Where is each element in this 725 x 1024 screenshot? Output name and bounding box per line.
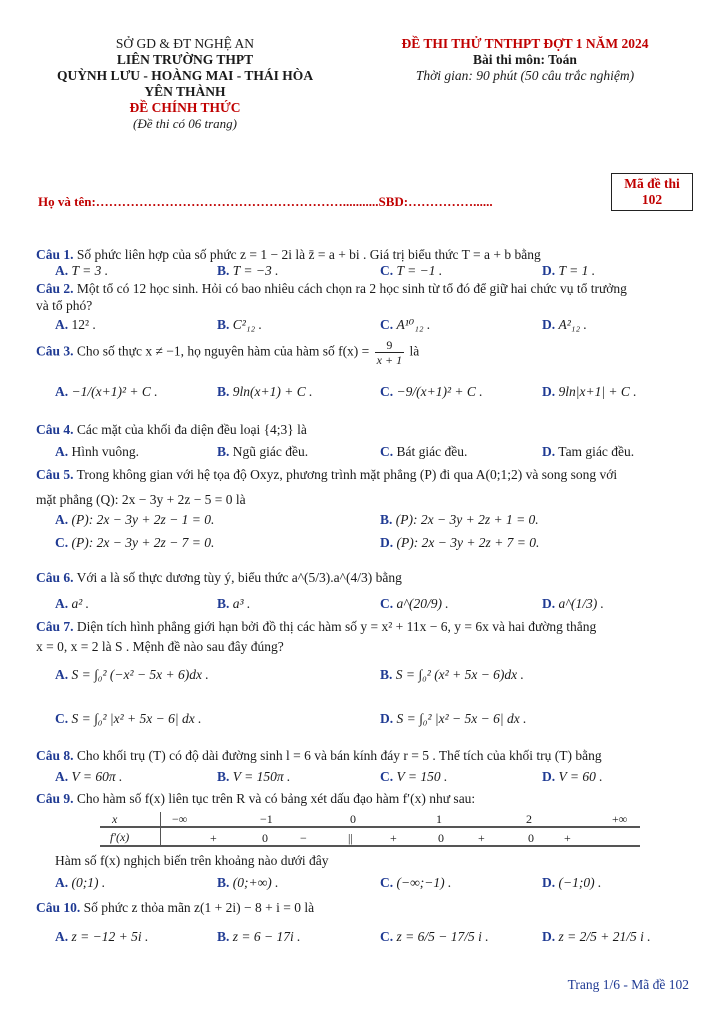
table-x-value: −1 bbox=[260, 812, 273, 826]
table-x-label: x bbox=[112, 812, 118, 826]
option-a[interactable]: A. S = ∫₀² (−x² − 5x + 6)dx . bbox=[55, 667, 209, 682]
option-c[interactable]: C. S = ∫₀² |x² + 5x − 6| dx . bbox=[55, 711, 202, 726]
table-sign: + bbox=[564, 831, 571, 845]
question-number: Câu 7. bbox=[36, 619, 74, 634]
table-sign: + bbox=[478, 831, 485, 845]
school-names: QUỲNH LƯU - HOÀNG MAI - THÁI HÒA bbox=[56, 68, 314, 83]
department-name: SỞ GD & ĐT NGHỆ AN bbox=[115, 36, 255, 51]
option-c[interactable]: C. (−∞;−1) . bbox=[380, 875, 452, 890]
option-b[interactable]: B. 9ln(x+1) + C . bbox=[217, 384, 313, 399]
question-number: Câu 2. bbox=[36, 281, 74, 296]
option-a[interactable]: A. z = −12 + 5i . bbox=[55, 929, 149, 944]
question-3-options bbox=[55, 384, 695, 401]
question-number: Câu 1. bbox=[36, 247, 74, 262]
exam-code-box bbox=[611, 173, 693, 211]
option-a[interactable]: A. a² . bbox=[55, 596, 90, 611]
option-a[interactable]: A. V = 60π . bbox=[55, 769, 123, 784]
table-x-value: −∞ bbox=[172, 812, 188, 826]
question-6-options bbox=[55, 596, 695, 613]
question-text-cont: và tổ phó? bbox=[36, 298, 93, 313]
table-divider bbox=[160, 812, 161, 846]
question-number: Câu 6. bbox=[36, 570, 74, 585]
question-text: Cho khối trụ (T) có độ dài đường sinh l = 6 và bán kính đáy r = 5 . Thể tích của khối trụ (T) bằng bbox=[76, 748, 602, 763]
question-7-options-row2 bbox=[55, 711, 695, 728]
question-text: Trong không gian với hệ tọa độ Oxyz, phương trình mặt phẳng (P) đi qua A(0;1;2) và song song với bbox=[76, 467, 618, 482]
table-sign: + bbox=[390, 831, 397, 845]
table-sign: || bbox=[348, 831, 353, 845]
option-d[interactable]: D. (−1;0) . bbox=[542, 875, 602, 890]
option-d[interactable]: D. V = 60 . bbox=[542, 769, 603, 784]
option-d[interactable]: D. 9ln|x+1| + C . bbox=[542, 384, 637, 399]
question-8 bbox=[36, 747, 693, 764]
fraction: $\frac{9}{x + 1}$ bbox=[376, 338, 403, 367]
official-label: ĐỀ CHÍNH THỨC bbox=[129, 100, 241, 115]
option-b[interactable]: B. z = 6 − 17i . bbox=[217, 929, 301, 944]
option-c[interactable]: C. A¹⁰₁₂ . bbox=[380, 317, 431, 332]
option-a[interactable]: A. T = 3 . bbox=[55, 263, 109, 278]
student-info-row: Họ và tên:…………………………………………………...........SBD:……………...... bbox=[38, 194, 493, 209]
question-1 bbox=[36, 246, 693, 263]
question-number: Câu 3. bbox=[36, 343, 74, 359]
question-8-options bbox=[55, 769, 695, 786]
question-9-options bbox=[55, 875, 695, 892]
question-text: Với a là số thực dương tùy ý, biểu thức a^(5/3).a^(4/3) bằng bbox=[76, 570, 402, 585]
question-7 bbox=[36, 617, 693, 657]
question-number: Câu 5. bbox=[36, 467, 74, 482]
option-b[interactable]: B. (P): 2x − 3y + 2z + 1 = 0. bbox=[380, 512, 539, 527]
option-c[interactable]: C. a^(20/9) . bbox=[380, 596, 449, 611]
exam-title: ĐỀ THI THỬ TNTHPT ĐỢT 1 NĂM 2024 bbox=[401, 36, 649, 51]
pages-note: (Đề thi có 06 trang) bbox=[133, 116, 237, 131]
question-text: Một tổ có 12 học sinh. Hỏi có bao nhiêu cách chọn ra 2 học sinh từ tổ đó để giữ hai chức vụ tổ trưởng bbox=[76, 281, 627, 296]
question-2-options bbox=[55, 317, 695, 334]
question-4-options bbox=[55, 444, 695, 461]
question-text: Các mặt của khối đa diện đều loại {4;3} là bbox=[76, 422, 307, 437]
option-d[interactable]: D. A²₁₂ . bbox=[542, 317, 587, 332]
exam-code-label: Mã đề thi bbox=[624, 176, 680, 191]
option-d[interactable]: D. T = 1 . bbox=[542, 263, 596, 278]
question-7-options-row1 bbox=[55, 667, 695, 684]
option-b[interactable]: B. T = −3 . bbox=[217, 263, 279, 278]
option-c[interactable]: C. z = 6/5 − 17/5 i . bbox=[380, 929, 489, 944]
question-text-end: là bbox=[409, 343, 420, 359]
table-sign: 0 bbox=[528, 831, 534, 845]
question-5-options-row1 bbox=[55, 512, 695, 529]
option-a[interactable]: A. (0;1) . bbox=[55, 875, 106, 890]
option-b[interactable]: B. a³ . bbox=[217, 596, 251, 611]
exam-subject: Bài thi môn: Toán bbox=[473, 52, 577, 67]
table-x-value: 0 bbox=[350, 812, 356, 826]
school-names-2: YÊN THÀNH bbox=[144, 84, 226, 99]
option-b[interactable]: B. C²₁₂ . bbox=[217, 317, 262, 332]
table-rule-top bbox=[100, 826, 640, 828]
question-text-cont: mặt phẳng (Q): 2x − 3y + 2z − 5 = 0 là bbox=[36, 492, 246, 507]
option-a[interactable]: A. (P): 2x − 3y + 2z − 1 = 0. bbox=[55, 512, 215, 527]
table-sign: 0 bbox=[262, 831, 268, 845]
option-d[interactable]: D. (P): 2x − 3y + 2z + 7 = 0. bbox=[380, 535, 540, 550]
table-x-value: +∞ bbox=[612, 812, 628, 826]
question-4 bbox=[36, 421, 693, 438]
question-text-cont: x = 0, x = 2 là S . Mệnh đề nào sau đây đúng? bbox=[36, 639, 284, 654]
question-text: Số phức liên hợp của số phức z = 1 − 2i là z̄ = a + bi . Giá trị biểu thức T = a + b bằng bbox=[76, 247, 541, 262]
school-group: LIÊN TRƯỜNG THPT bbox=[116, 52, 254, 67]
question-3 bbox=[36, 338, 693, 367]
question-text: Cho hàm số f(x) liên tục trên R và có bảng xét dấu đạo hàm f′(x) như sau: bbox=[76, 791, 476, 806]
question-text: Cho số thực x ≠ −1, họ nguyên hàm của hàm số f(x) = bbox=[76, 343, 370, 359]
option-d[interactable]: D. a^(1/3) . bbox=[542, 596, 604, 611]
table-sign: + bbox=[210, 831, 217, 845]
question-6 bbox=[36, 569, 693, 586]
question-number: Câu 10. bbox=[36, 900, 81, 915]
option-d[interactable]: D. Tam giác đều. bbox=[542, 444, 635, 459]
question-number: Câu 9. bbox=[36, 791, 74, 806]
option-b[interactable]: B. S = ∫₀² (x² + 5x − 6)dx . bbox=[380, 667, 524, 682]
table-rule-bottom bbox=[100, 845, 640, 847]
question-number: Câu 4. bbox=[36, 422, 74, 437]
question-9 bbox=[36, 790, 693, 807]
question-text: Diện tích hình phẳng giới hạn bởi đồ thị các hàm số y = x² + 11x − 6, y = 6x và hai đường thẳng bbox=[76, 619, 597, 634]
option-a[interactable]: A. −1/(x+1)² + C . bbox=[55, 384, 158, 399]
page-footer: Trang 1/6 - Mã đề 102 bbox=[567, 977, 689, 992]
table-sign: − bbox=[300, 831, 307, 845]
option-d[interactable]: D. z = 2/5 + 21/5 i . bbox=[542, 929, 651, 944]
question-number: Câu 8. bbox=[36, 748, 74, 763]
option-c[interactable]: C. −9/(x+1)² + C . bbox=[380, 384, 483, 399]
option-c[interactable]: C. Bát giác đều. bbox=[380, 444, 468, 459]
option-b[interactable]: B. V = 150π . bbox=[217, 769, 291, 784]
question-text: Số phức z thỏa mãn z(1 + 2i) − 8 + i = 0 là bbox=[83, 900, 315, 915]
table-x-value: 2 bbox=[526, 812, 532, 826]
table-x-value: 1 bbox=[436, 812, 442, 826]
table-sign: 0 bbox=[438, 831, 444, 845]
option-b[interactable]: B. Ngũ giác đều. bbox=[217, 444, 309, 459]
exam-time: Thời gian: 90 phút (50 câu trắc nghiệm) bbox=[415, 68, 635, 83]
question-2 bbox=[36, 280, 693, 314]
school-header bbox=[30, 36, 340, 132]
question-9-prompt bbox=[55, 852, 693, 869]
option-d[interactable]: D. S = ∫₀² |x² − 5x − 6| dx . bbox=[380, 711, 527, 726]
question-5-options-row2 bbox=[55, 535, 695, 552]
question-1-options bbox=[55, 263, 695, 280]
exam-header bbox=[360, 36, 690, 84]
option-c[interactable]: C. V = 150 . bbox=[380, 769, 448, 784]
option-b[interactable]: B. (0;+∞) . bbox=[217, 875, 279, 890]
option-a[interactable]: A. Hình vuông. bbox=[55, 444, 139, 459]
table-fprime-label: f′(x) bbox=[110, 830, 130, 844]
question-text-cont: Hàm số f(x) nghịch biến trên khoảng nào dưới đây bbox=[55, 853, 329, 868]
option-c[interactable]: C. T = −1 . bbox=[380, 263, 443, 278]
option-a[interactable]: A. 12² . bbox=[55, 317, 96, 332]
question-10-options bbox=[55, 929, 695, 946]
sign-table bbox=[100, 812, 640, 846]
question-5 bbox=[36, 462, 693, 512]
option-c[interactable]: C. (P): 2x − 3y + 2z − 7 = 0. bbox=[55, 535, 215, 550]
question-10 bbox=[36, 899, 693, 916]
exam-code-value: 102 bbox=[641, 192, 663, 207]
